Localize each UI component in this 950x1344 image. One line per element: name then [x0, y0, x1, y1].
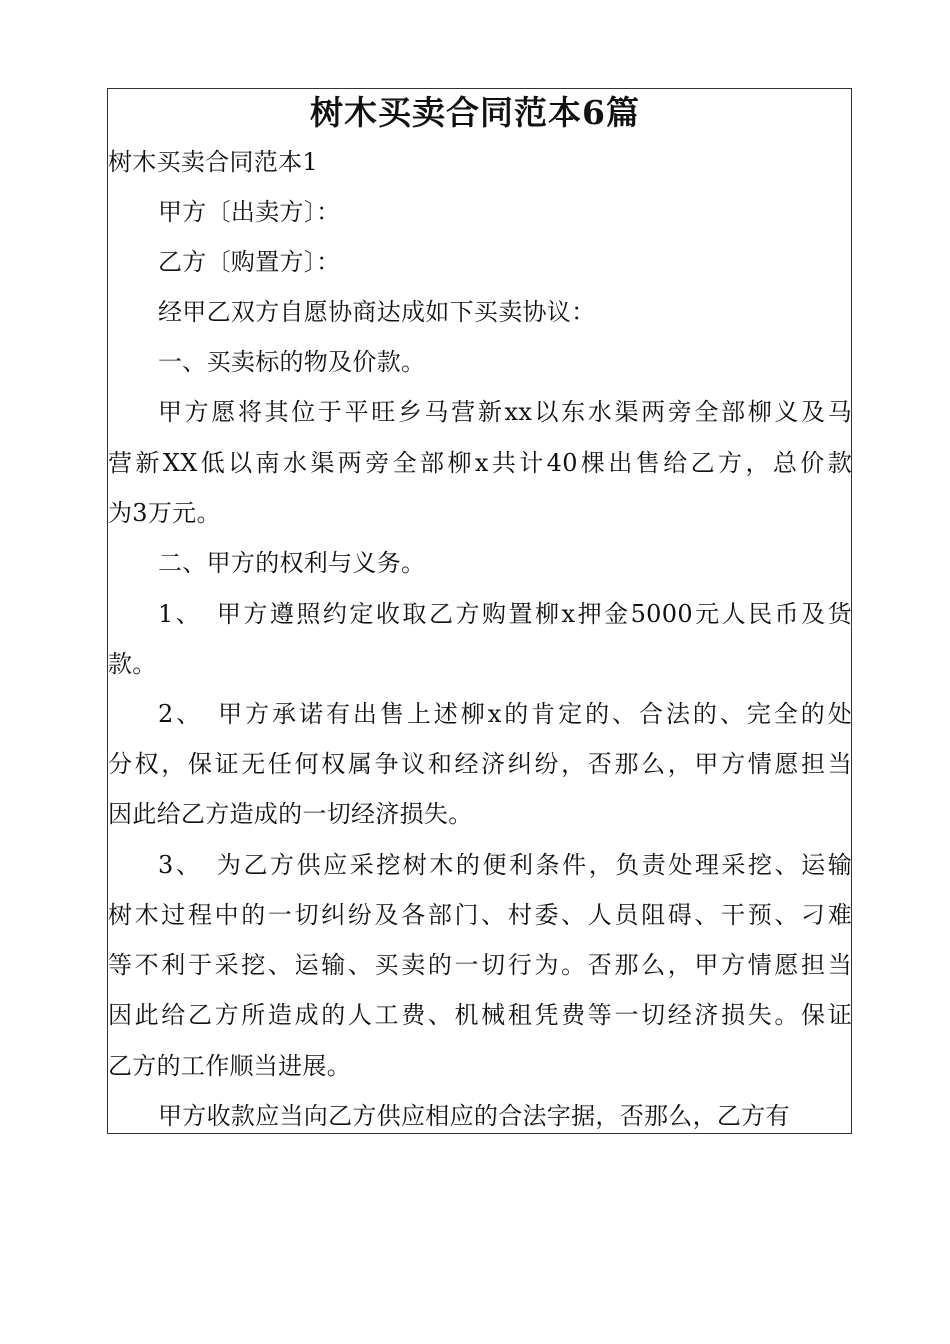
paragraph-line: 等不利于采挖、运输、买卖的一切行为。否那么，甲方情愿担当: [108, 951, 852, 979]
party-b-line: 乙方〔购置方〕：: [158, 248, 341, 276]
clause-heading-1: 一、买卖标的物及价款。: [158, 348, 426, 376]
document-title: 树木买卖合同范本6篇: [310, 93, 640, 132]
paragraph-line: 甲方收款应当向乙方供应相应的合法字据，否那么，乙方有: [158, 1102, 790, 1130]
section-heading: 树木买卖合同范本1: [108, 148, 318, 176]
paragraph-line: 分权，保证无任何权属争议和经济纠纷，否那么，甲方情愿担当: [108, 750, 852, 778]
paragraph-line: 款。: [108, 650, 157, 678]
paragraph-line: 为3万元。: [108, 499, 221, 527]
paragraph-line: 因此给乙方造成的一切经济损失。: [108, 800, 473, 828]
paragraph-line: 树木过程中的一切纠纷及各部门、村委、人员阻碍、干预、刁难: [108, 901, 852, 929]
paragraph-line: 因此给乙方所造成的人工费、机械租凭费等一切经济损失。保证: [108, 1001, 852, 1029]
clause-heading-2: 二、甲方的权利与义务。: [158, 549, 426, 577]
paragraph-line: 甲方愿将其位于平旺乡马营新xx以东水渠两旁全部柳义及马: [158, 398, 852, 426]
paragraph-line: 1、 甲方遵照约定收取乙方购置柳x押金5000元人民币及货: [158, 600, 852, 628]
paragraph-line: 2、 甲方承诺有出售上述柳x的肯定的、合法的、完全的处: [158, 700, 852, 728]
paragraph-line: 乙方的工作顺当进展。: [108, 1052, 351, 1080]
party-a-line: 甲方〔出卖方〕：: [158, 198, 341, 226]
agreement-intro: 经甲乙双方自愿协商达成如下买卖协议：: [158, 298, 596, 326]
paragraph-line: 营新XX低以南水渠两旁全部柳x共计40棵出售给乙方，总价款: [108, 449, 852, 477]
paragraph-line: 3、 为乙方供应采挖树木的便利条件，负责处理采挖、运输: [158, 851, 852, 879]
